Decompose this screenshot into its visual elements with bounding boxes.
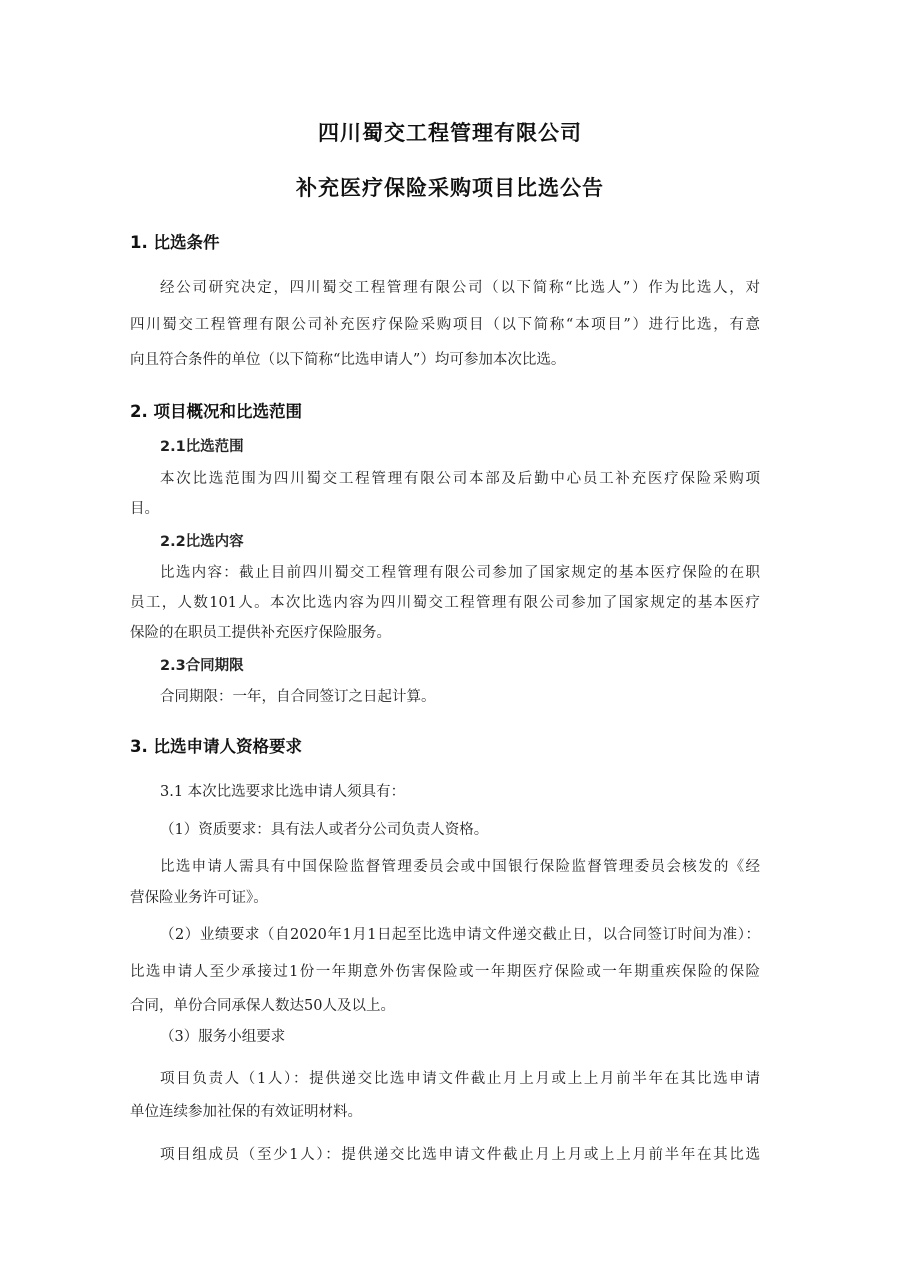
section-1-heading: 1. 比选条件 (130, 233, 220, 252)
section-3-line: 比选申请人至少承接过1份一年期意外伤害保险或一年期医疗保险或一年期重疾保险的保险 (130, 964, 760, 980)
subsection-2-2-line: 保险的在职员工提供补充医疗保险服务。 (130, 625, 391, 641)
section-3-line: 比选申请人需具有中国保险监督管理委员会或中国银行保险监督管理委员会核发的《经 (160, 859, 760, 875)
section-2-heading: 2. 项目概况和比选范围 (130, 402, 302, 421)
section-3-line: 营保险业务许可证》。 (130, 890, 268, 906)
subsection-2-3-line: 合同期限：一年，自合同签订之日起计算。 (160, 689, 436, 705)
section-3-line: 3.1 本次比选要求比选申请人须具有： (160, 784, 406, 800)
subsection-2-2-heading: 2.2比选内容 (160, 534, 244, 550)
section-3-line: （3）服务小组要求 (160, 1029, 286, 1045)
section-3-line: 合同，单份合同承保人数达50人及以上。 (130, 998, 395, 1014)
section-3-line: （1）资质要求：具有法人或者分公司负责人资格。 (160, 822, 489, 838)
document-subtitle: 补充医疗保险采购项目比选公告 (296, 176, 604, 200)
section-3-heading: 3. 比选申请人资格要求 (130, 737, 302, 756)
subsection-2-1-line: 目。 (130, 501, 159, 517)
section-1-paragraph-line: 四川蜀交工程管理有限公司补充医疗保险采购项目（以下简称“本项目”）进行比选，有意 (130, 317, 760, 333)
subsection-2-3-heading: 2.3合同期限 (160, 658, 244, 674)
section-3-line: （2）业绩要求（自2020年1月1日起至比选申请文件递交截止日，以合同签订时间为准）： (160, 927, 760, 943)
section-3-line: 单位连续参加社保的有效证明材料。 (130, 1104, 362, 1120)
document-title: 四川蜀交工程管理有限公司 (318, 121, 582, 145)
section-3-line: 项目组成员（至少1人）：提供递交比选申请文件截止月上月或上上月前半年在其比选 (160, 1147, 760, 1163)
subsection-2-1-heading: 2.1比选范围 (160, 439, 244, 455)
subsection-2-2-line: 比选内容：截止目前四川蜀交工程管理有限公司参加了国家规定的基本医疗保险的在职 (160, 565, 760, 581)
section-1-paragraph-line: 经公司研究决定，四川蜀交工程管理有限公司（以下简称“比选人”）作为比选人，对 (160, 280, 760, 296)
subsection-2-2-line: 员工，人数101人。本次比选内容为四川蜀交工程管理有限公司参加了国家规定的基本医疗 (130, 595, 760, 611)
section-1-paragraph-line: 向且符合条件的单位（以下简称“比选申请人”）均可参加本次比选。 (130, 352, 566, 368)
subsection-2-1-line: 本次比选范围为四川蜀交工程管理有限公司本部及后勤中心员工补充医疗保险采购项 (160, 471, 760, 487)
section-3-line: 项目负责人（1人）：提供递交比选申请文件截止月上月或上上月前半年在其比选申请 (160, 1071, 760, 1087)
